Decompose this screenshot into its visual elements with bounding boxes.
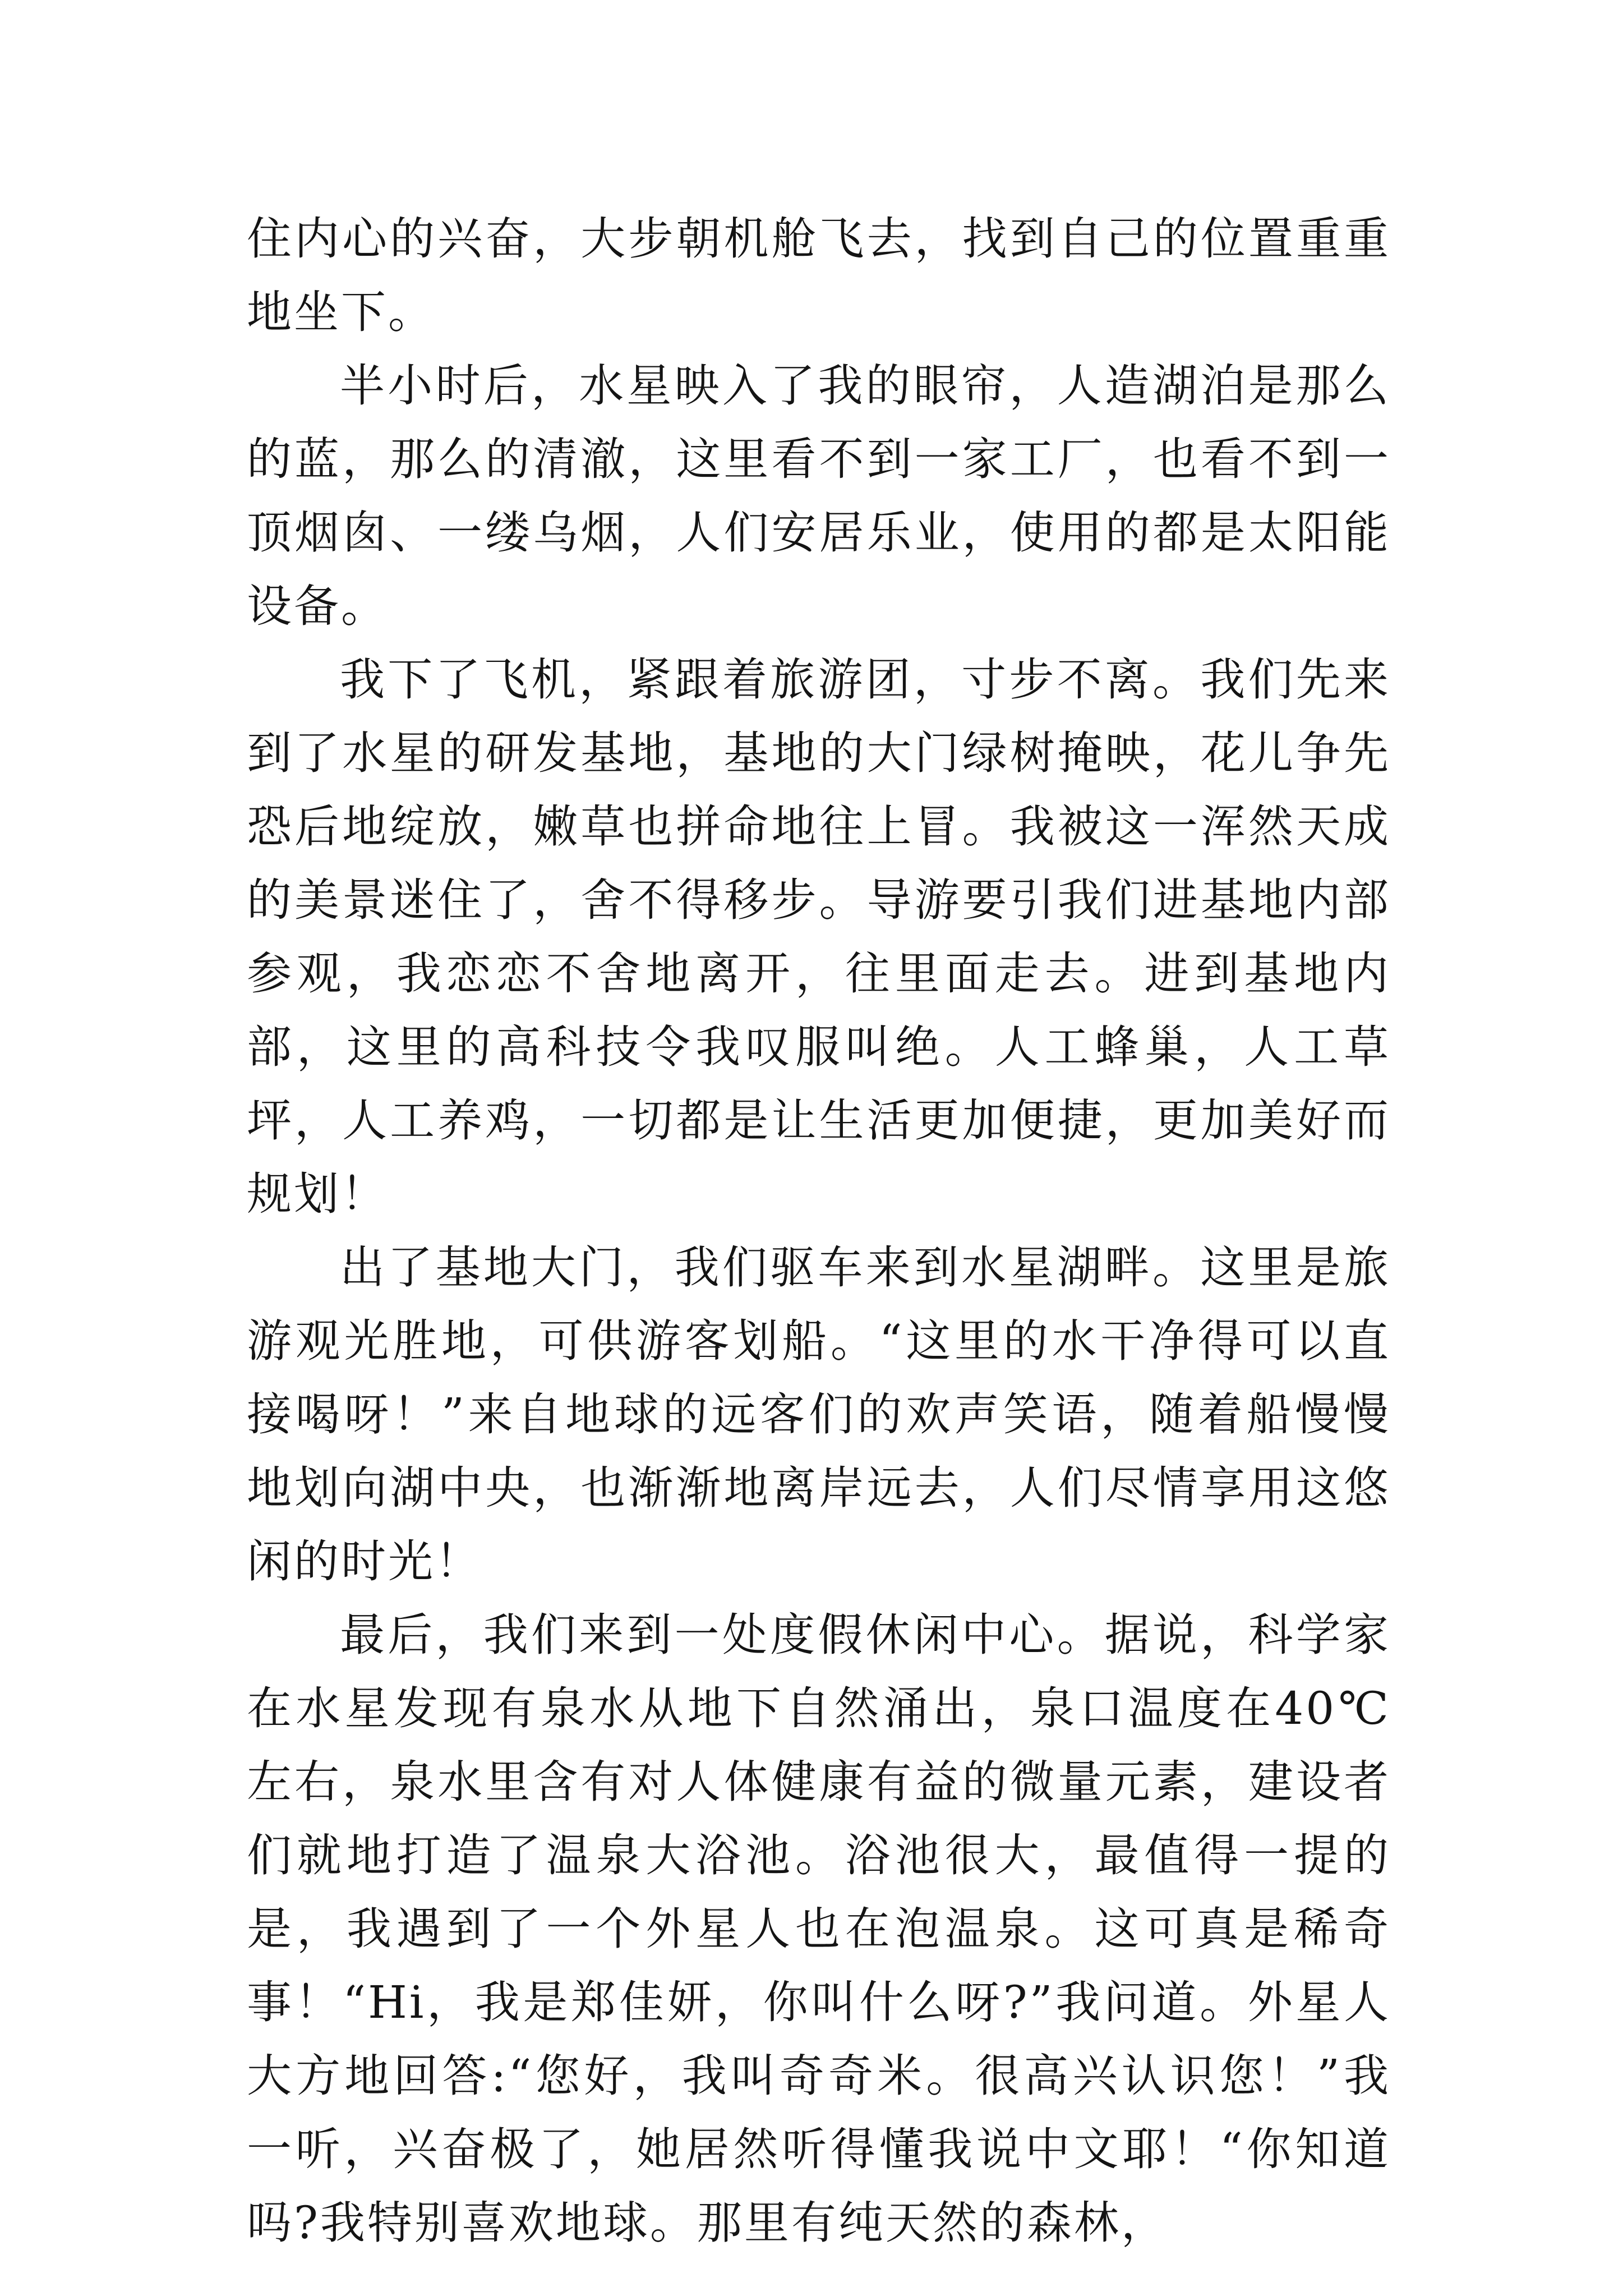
body-text xyxy=(247,202,1391,2260)
paragraph-continued: 住内心的兴奋，大步朝机舱飞去，找到自己的位置重重地坐下。 xyxy=(247,213,1391,338)
paragraph-research-base: 我下了飞机，紧跟着旅游团，寸步不离。我们先来到了水星的研发基地，基地的大门绿树掩映，花儿争先恐后地绽放，嫩草也拼命地往上冒。我被这一浑然天成的美景迷住了，舍不得移步。导游要引我们进基地内部参观，我恋恋不舍地离开，往里面走去。进到基地内部，这里的高科技令我叹服叫绝。人工蜂巢，人工草坪，人工养鸡，一切都是让生活更加便捷，更加美好而规划！ xyxy=(247,654,1391,1220)
paragraph-lakeside: 出了基地大门，我们驱车来到水星湖畔。这里是旅游观光胜地，可供游客划船。“这里的水干净得可以直接喝呀！”来自地球的远客们的欢声笑语，随着船慢慢地划向湖中央，也渐渐地离岸远去，人们尽情享用这悠闲的时光！ xyxy=(247,1241,1391,1588)
paragraph-mercury-arrival: 半小时后，水星映入了我的眼帘，人造湖泊是那么的蓝，那么的清澈，这里看不到一家工厂，也看不到一顶烟囱、一缕乌烟，人们安居乐业，使用的都是太阳能设备。 xyxy=(247,360,1391,632)
paragraph-hot-spring: 最后，我们来到一处度假休闲中心。据说，科学家在水星发现有泉水从地下自然涌出，泉口温度在40℃左右，泉水里含有对人体健康有益的微量元素，建设者们就地打造了温泉大浴池。浴池很大，最值得一提的是，我遇到了一个外星人也在泡温泉。这可真是稀奇事！“Hi，我是郑佳妍，你叫什么呀?”我问道。外星人大方地回答:“您好，我叫奇奇米。很高兴认识您！”我一听，兴奋极了，她居然听得懂我说中文耶！“你知道吗?我特别喜欢地球。那里有纯天然的森林， xyxy=(247,1609,1391,2249)
